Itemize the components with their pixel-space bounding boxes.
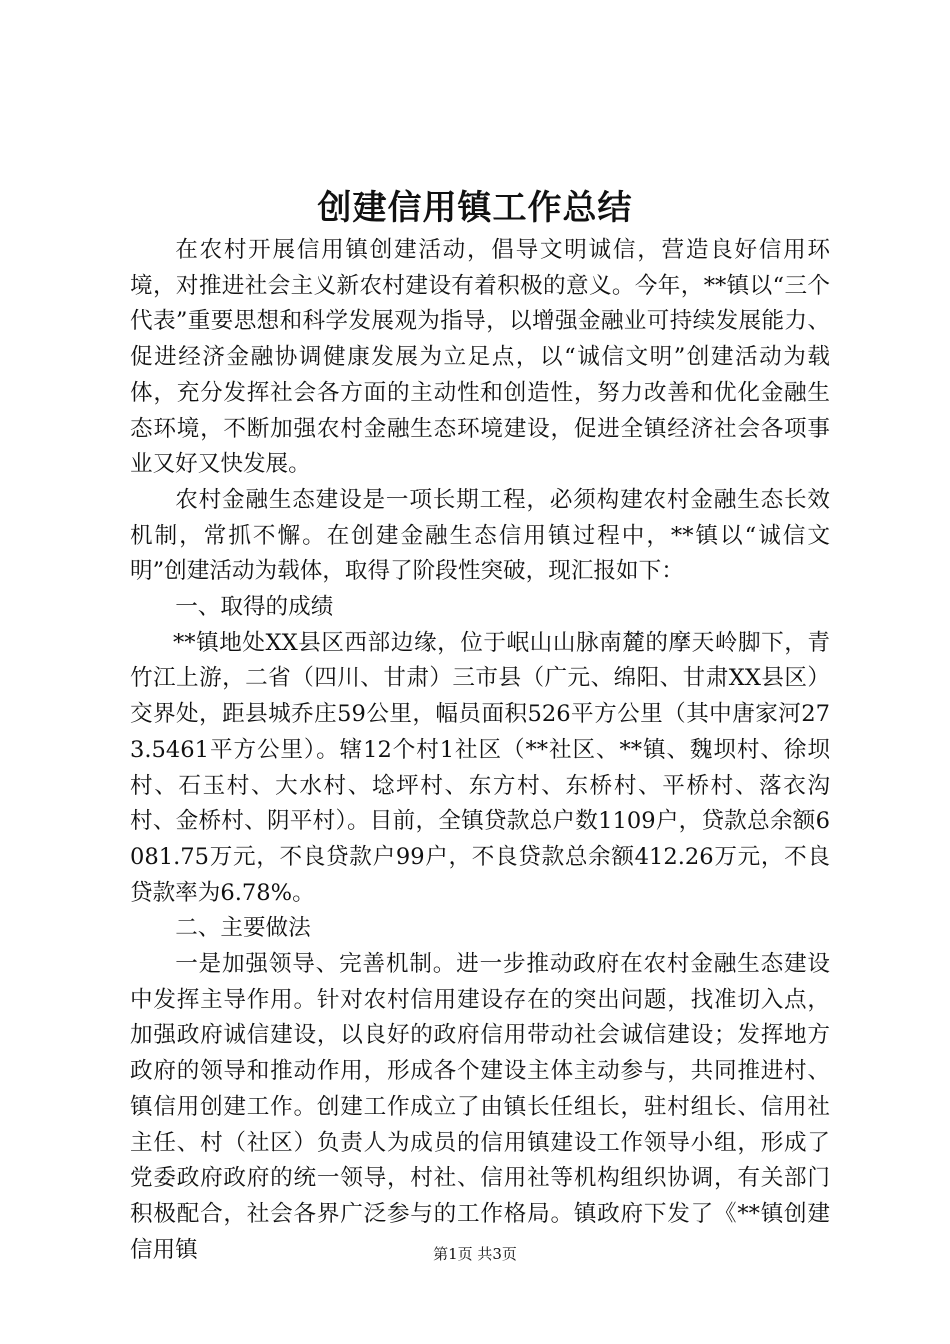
paragraph-town-profile: **镇地处XX县区西部边缘，位于岷山山脉南麓的摩天岭脚下，青竹江上游，二省（四川、甘肃）三市县（广元、绵阳、甘肃XX县区）交界处，距县城乔庄59公里，幅员面积526平方公里（其中唐家河273.5461平方公里）。辖12个村1社区（**社区、**镇、魏坝村、徐坝村、石玉村、大水村、埝坪村、东方村、东桥村、平桥村、落衣沟村、金桥村、阴平村）。目前，全镇贷款总户数1109户，贷款总余额6081.75万元，不良贷款户99户，不良贷款总余额412.26万元，不良贷款率为6.78%。	[130, 629, 830, 906]
paragraph-intro: 在农村开展信用镇创建活动，倡导文明诚信，营造良好信用环境，对推进社会主义新农村建设有着积极的意义。今年，**镇以“三个代表”重要思想和科学发展观为指导，以增强金融业可持续发展能力、促进经济金融协调健康发展为立足点，以“诚信文明”创建活动为载体，充分发挥社会各方面的主动性和创造性，努力改善和优化金融生态环境，不断加强农村金融生态环境建设，促进全镇经济社会各项事业又好又快发展。	[130, 237, 830, 478]
page-footer: 第1页 共3页	[433, 1245, 517, 1263]
section-heading-achievements: 一、取得的成绩	[175, 594, 334, 621]
paragraph-overview: 农村金融生态建设是一项长期工程，必须构建农村金融生态长效机制，常抓不懈。在创建金融生态信用镇过程中，**镇以“诚信文明”创建活动为载体，取得了阶段性突破，现汇报如下：	[130, 486, 830, 585]
document-title: 创建信用镇工作总结	[317, 188, 633, 228]
paragraph-leadership: 一是加强领导、完善机制。进一步推动政府在农村金融生态建设中发挥主导作用。针对农村信用建设存在的突出问题，找准切入点，加强政府诚信建设，以良好的政府信用带动社会诚信建设；发挥地方政府的领导和推动作用，形成各个建设主体主动参与，共同推进村、镇信用创建工作。创建工作成立了由镇长任组长，驻村组长、信用社主任、村（社区）负责人为成员的信用镇建设工作领导小组，形成了党委政府政府的统一领导，村社、信用社等机构组织协调，有关部门积极配合，社会各界广泛参与的工作格局。镇政府下发了《**镇创建信用镇	[130, 951, 830, 1263]
section-heading-methods: 二、主要做法	[175, 915, 311, 942]
document-body	[130, 233, 830, 1268]
